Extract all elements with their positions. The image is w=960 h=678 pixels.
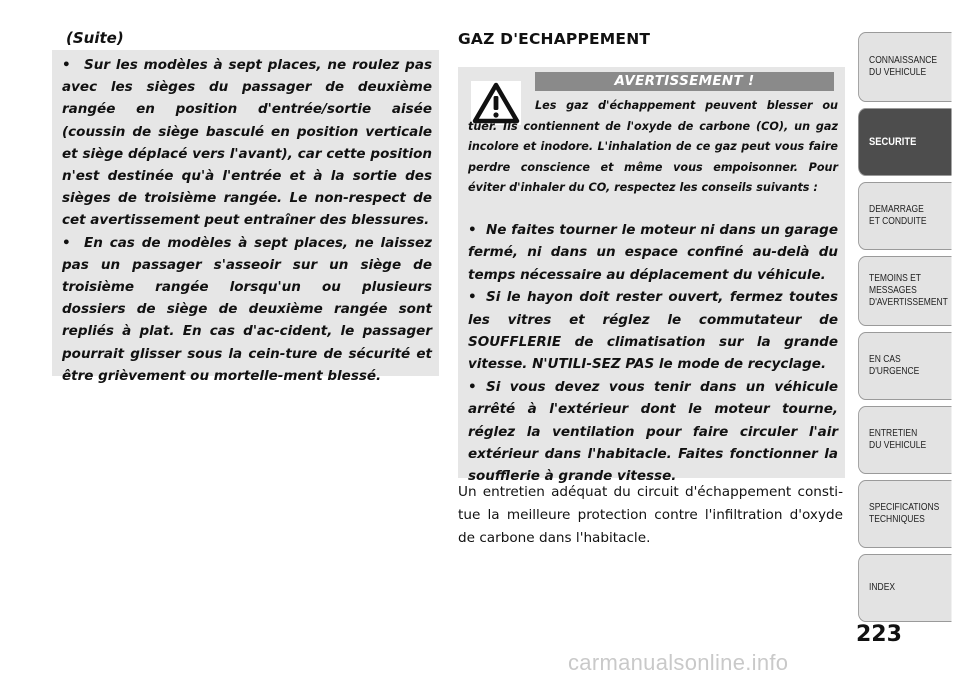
bullet-dot: • [62,234,71,251]
body-paragraph: Un entretien adéquat du circuit d'échappement consti-tue la meilleure protection contre l'infiltration d'oxyde de carbone dans l'habitacle. [458,484,843,546]
tab-index[interactable]: INDEX [858,554,952,622]
warning-title: AVERTISSEMENT ! [535,72,834,91]
page-number: 223 [856,622,902,647]
bullet-dot: • [468,289,477,306]
warning-bullet: • Si le hayon doit rester ouvert, fermez toutes les vitres et réglez le commutateur de SOUFFLERIE de climatisation sur la grande vitesse. N'UTILI-SEZ PAS le mode de recyclage. [468,286,838,376]
tab-demarrage-et-conduite[interactable]: DEMARRAGE ET CONDUITE [858,182,952,250]
warning-bullet: • En cas de modèles à sept places, ne laissez pas un passager s'asseoir sur un siège de troisième rangée lorsqu'un ou plusieurs dossiers de siège de deuxième rangée sont repliés à plat. En cas d'ac-cident, le passager pourrait glisser sous la cein-ture de sécurité et être grièvement ou mortelle-ment blessé. [62,232,432,387]
tab-specifications-techniques[interactable]: SPECIFICATIONS TECHNIQUES [858,480,952,548]
tab-temoins-et-messages[interactable]: TEMOINS ET MESSAGES D'AVERTISSEMENT [858,256,952,326]
tab-connaissance-du-vehicule[interactable]: CONNAISSANCE DU VEHICULE [858,32,952,102]
continued-label: (Suite) [66,29,124,47]
bullet-dot: • [468,378,477,395]
bullet-dot: • [468,222,477,238]
section-heading: GAZ D'ECHAPPEMENT [458,30,651,48]
warning-intro: Les gaz d'échappement peuvent blesser ou tuer. Ils contiennent de l'oxyde de carbone (CO), un gaz incolore et inodore. L'inhalation de ce gaz peut vous faire perdre conscience et même vous empoisonner. Pour éviter d'inhaler du CO, respectez les conseils suivants : [468,99,838,194]
warning-bullet: • Sur les modèles à sept places, ne roulez pas avec les sièges du passager de deuxième rangée en position d'entrée/sortie aisée (coussin de siège basculé en position verticale et siège déplacé vers l'avant), car cette position n'est destinée qu'à l'entrée et à la sortie des sièges de troisième rangée. Le non-respect de cet avertissement peut entraîner des blessures. [62,54,432,232]
watermark: carmanualsonline.info [568,650,789,675]
warning-bullet: • Si vous devez vous tenir dans un véhicule arrêté à l'extérieur dont le moteur tourne, réglez la ventilation pour faire circuler l'air extérieur dans l'habitacle. Faites fonctionner la soufflerie à grande vitesse. [468,376,838,488]
warning-bullets [468,219,838,488]
bullet-dot: • [62,57,71,73]
exhaust-warning-box [458,67,845,485]
tab-en-cas-d-urgence[interactable]: EN CAS D'URGENCE [858,332,952,400]
tab-entretien-du-vehicule[interactable]: ENTRETIEN DU VEHICULE [858,406,952,474]
warning-bullet: • Ne faites tourner le moteur ni dans un garage fermé, ni dans un espace confiné au-delà du temps nécessaire au déplacement du véhicule. [468,219,838,286]
continued-warning-box [52,50,439,384]
tab-securite[interactable]: SECURITE [858,108,952,176]
